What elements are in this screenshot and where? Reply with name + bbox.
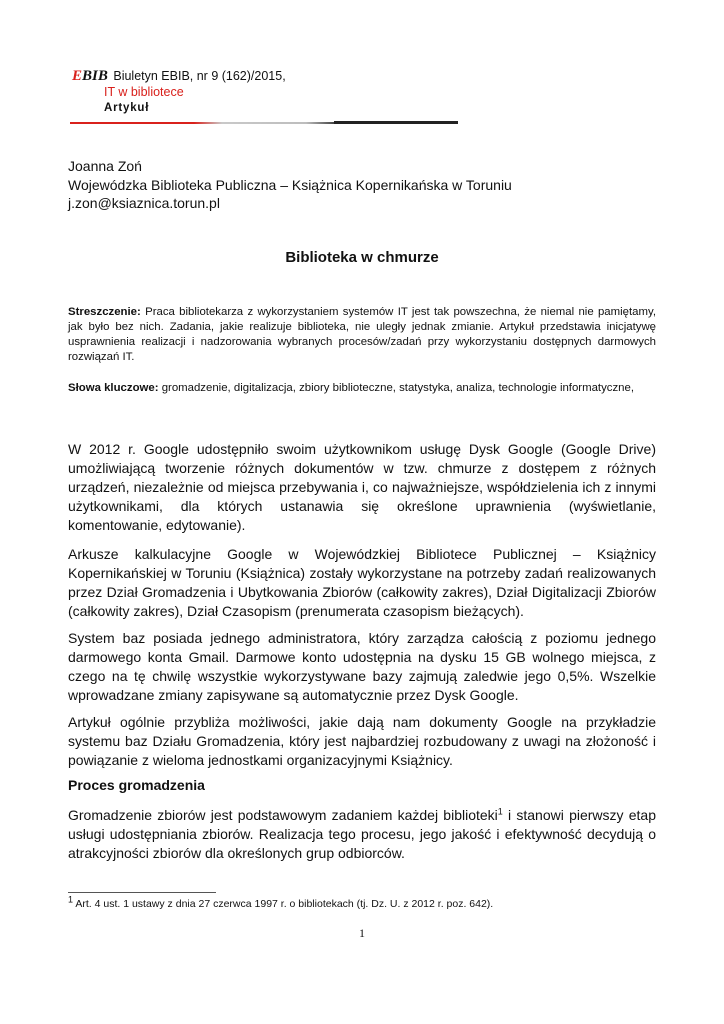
keywords-text: gromadzenie, digitalizacja, zbiory biblioteczne, statystyka, analiza, technologie informatyczne,: [161, 382, 635, 394]
paragraph-1: W 2012 r. Google udostępniło swoim użytkownikom usługę Dysk Google (Google Drive) umożliwiającą tworzenie różnych dokumentów w tzw. chmurze z dostępem z różnych urządzeń, niezależnie od miejsca przebywania i, co najważniejsze, współdzielenia ich z innymi użytkownikami, dla których ustanawia się określone uprawnienia (wyświetlanie, komentowanie, edytowanie).: [68, 441, 656, 533]
journal-name: Biuletyn EBIB, nr 9 (162)/2015,: [113, 69, 286, 83]
paragraph-5-end: i stanowi pierwszy etap usługi udostępniania zbiorów. Realizacja tego procesu, jego jakość i efektywność decydują o atrakcyjności zbiorów dla określonych grup odbiorców.: [68, 807, 657, 861]
journal-section: IT w bibliotece: [104, 85, 184, 99]
abstract: [68, 305, 656, 365]
article-title: Biblioteka w chmurze: [285, 249, 439, 266]
article-type: Artykuł: [104, 102, 150, 114]
section-heading: Proces gromadzenia: [68, 777, 205, 793]
footnote-text: Art. 4 ust. 1 ustawy z dnia 27 czerwca 1997 r. o bibliotekach (tj. Dz. U. z 2012 r. poz. 642).: [73, 898, 494, 910]
logo-letter-e: E: [72, 68, 83, 84]
page-number: 1: [359, 926, 365, 940]
header-divider: [70, 121, 458, 124]
logo-letters-bib: BIB: [82, 68, 108, 84]
paragraph-5-start: Gromadzenie zbiorów jest podstawowym zadaniem każdej biblioteki: [68, 807, 498, 823]
ebib-logo: [72, 68, 108, 84]
paragraph-4: Artykuł ogólnie przybliża możliwości, jakie dają nam dokumenty Google na przykładzie systemu baz Działu Gromadzenia, który jest najbardziej rozbudowany z uwagi na złożoność i powiązanie z wieloma jednostkami organizacyjnymi Książnicy.: [68, 714, 656, 768]
footnote-marker: 1: [68, 894, 74, 905]
header-line-1: [72, 68, 286, 84]
paragraph-2: Arkusze kalkulacyjne Google w Wojewódzkiej Bibliotece Publicznej – Książnicy Kopernikańskiej w Toruniu (Książnica) zostały wykorzystane na potrzeby zadań realizowanych przez Dział Gromadzenia i Ubytkowania Zbiorów (całkowity zakres), Dział Digitalizacji Zbiorów (całkowity zakres), Dział Czasopism (prenumerata czasopism bieżących).: [68, 546, 656, 619]
author-block: [68, 157, 512, 213]
paragraph-5: [68, 806, 656, 863]
footnote-divider: [68, 892, 216, 893]
keywords-label: Słowa kluczowe:: [68, 382, 159, 394]
author-affiliation: Wojewódzka Biblioteka Publiczna – Książnica Kopernikańska w Toruniu: [68, 176, 512, 193]
keywords: [68, 381, 656, 396]
author-name: Joanna Zoń: [68, 158, 142, 174]
page-header: [72, 68, 286, 116]
footnote: [68, 894, 494, 911]
paragraph-3: System baz posiada jednego administratora, który zarządza całością z poziomu jednego darmowego konta Gmail. Darmowe konto udostępnia na dysku 15 GB wolnego miejsca, z czego na tę chwilę wszystkie wykorzystywane bazy zajmują zaledwie jego 0,5%. Wszelkie wprowadzane zmiany zapisywane są automatycznie przez Dysk Google.: [68, 630, 656, 703]
footnote-reference[interactable]: 1: [497, 806, 503, 817]
abstract-label: Streszczenie:: [68, 306, 141, 318]
author-email[interactable]: j.zon@ksiaznica.torun.pl: [68, 195, 220, 211]
abstract-text: Praca bibliotekarza z wykorzystaniem systemów IT jest tak powszechna, że niemal nie pamiętamy, jak było bez nich. Zadania, jakie realizuje biblioteka, nie uległy jednak zmianie. Artykuł przedstawia inicjatywę usprawnienia realizacji i nadzorowania wybranych procesów/zadań przy wykorzystaniu dostępnych darmowych rozwiązań IT.: [68, 306, 656, 363]
